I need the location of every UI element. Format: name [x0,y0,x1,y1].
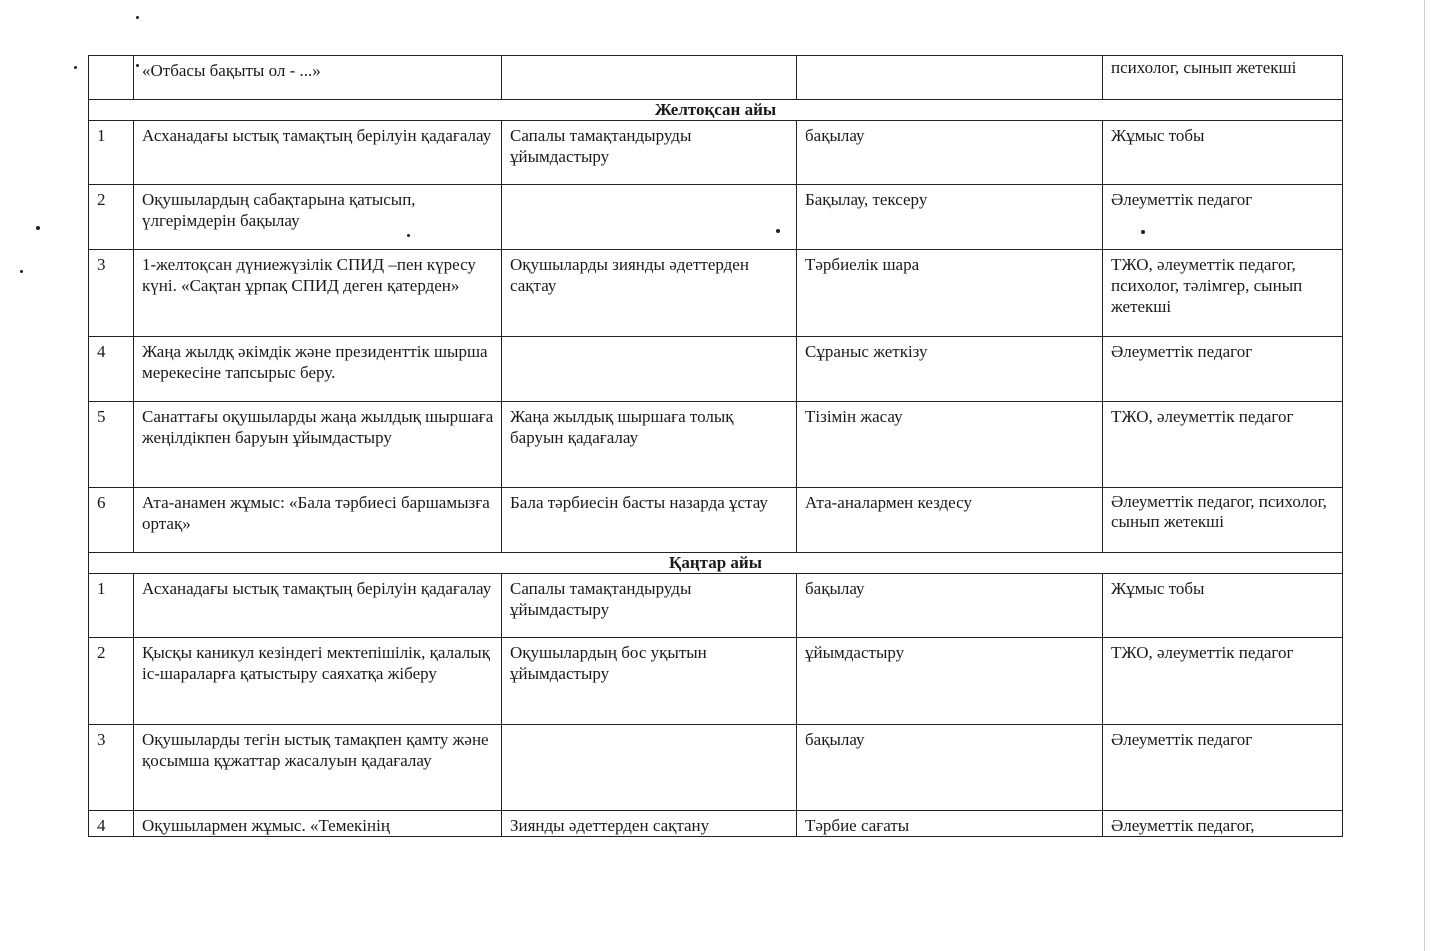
plan-table-body [89,56,1343,837]
form-cell: бақылау [797,121,1103,185]
row-number-cell: 4 [89,811,134,837]
event-cell: «Отбасы бақыты ол - ...» [134,56,502,100]
event-cell: Ата-анамен жұмыс: «Бала тәрбиесі баршамызға ортақ» [134,488,502,553]
table-row [89,121,1343,185]
goal-cell [502,337,797,402]
work-plan-table [88,55,1343,837]
responsible-cell: Жұмыс тобы [1103,574,1343,638]
month-header-row [89,553,1343,574]
responsible-cell: Әлеуметтік педагог [1103,725,1343,811]
goal-cell [502,725,797,811]
table-row [89,488,1343,553]
scan-speck [136,16,139,19]
goal-cell [502,56,797,100]
form-cell [797,56,1103,100]
goal-cell: Зиянды әдеттерден сақтану [502,811,797,837]
event-cell: Оқушылардың сабақтарына қатысып, үлгерімдерін бақылау [134,185,502,250]
responsible-cell: Әлеуметтік педагог, психолог, сынып жетекші [1103,488,1343,553]
table-row [89,574,1343,638]
event-cell: Жаңа жылдқ әкімдік және президенттік шырша мерекесіне тапсырыс беру. [134,337,502,402]
page-edge-line [1424,0,1425,951]
goal-cell: Оқушылардың бос уқытын ұйымдастыру [502,638,797,725]
row-number-cell: 1 [89,574,134,638]
row-number-cell: 2 [89,638,134,725]
table-row [89,56,1343,100]
responsible-cell: Әлеуметтік педагог [1103,185,1343,250]
event-cell: Асханадағы ыстық тамақтың берілуін қадағалау [134,121,502,185]
form-cell: ұйымдастыру [797,638,1103,725]
row-number-cell: 3 [89,725,134,811]
responsible-cell: Әлеуметтік педагог, [1103,811,1343,837]
table-row [89,811,1343,837]
form-cell: Тәрбиелік шара [797,250,1103,337]
form-cell: Тәрбие сағаты [797,811,1103,837]
form-cell: бақылау [797,725,1103,811]
event-cell: Оқушыларды тегін ыстық тамақпен қамту және қосымша құжаттар жасалуын қадағалау [134,725,502,811]
scan-speck [20,270,23,273]
form-cell: Бақылау, тексеру [797,185,1103,250]
row-number-cell: 1 [89,121,134,185]
scan-speck [36,226,40,230]
form-cell: Сұраныс жеткізу [797,337,1103,402]
month-title: Қаңтар айы [89,553,1343,574]
event-cell: Оқушылармен жұмыс. «Темекінің [134,811,502,837]
responsible-cell: психолог, сынып жетекші [1103,56,1343,100]
event-cell: Санаттағы оқушыларды жаңа жылдық шыршаға жеңілдікпен баруын ұйымдастыру [134,402,502,488]
row-number-cell: 6 [89,488,134,553]
goal-cell: Сапалы тамақтандыруды ұйымдастыру [502,121,797,185]
row-number-cell [89,56,134,100]
goal-cell: Сапалы тамақтандыруды ұйымдастыру [502,574,797,638]
table-row [89,402,1343,488]
table-row [89,250,1343,337]
table-row [89,185,1343,250]
responsible-cell: Жұмыс тобы [1103,121,1343,185]
responsible-cell: ТЖО, әлеуметтік педагог [1103,402,1343,488]
responsible-cell: Әлеуметтік педагог [1103,337,1343,402]
table-row [89,638,1343,725]
row-number-cell: 4 [89,337,134,402]
goal-cell [502,185,797,250]
form-cell: Тізімін жасау [797,402,1103,488]
row-number-cell: 5 [89,402,134,488]
responsible-cell: ТЖО, әлеуметтік педагог [1103,638,1343,725]
row-number-cell: 3 [89,250,134,337]
event-cell: Қысқы каникул кезіндегі мектепішілік, қалалық іс-шараларға қатыстыру саяхатқа жіберу [134,638,502,725]
scan-speck [74,66,77,69]
month-header-row [89,100,1343,121]
goal-cell: Оқушыларды зиянды әдеттерден сақтау [502,250,797,337]
form-cell: Ата-аналармен кездесу [797,488,1103,553]
table-row [89,725,1343,811]
responsible-cell: ТЖО, әлеуметтік педагог, психолог, тәлімгер, сынып жетекші [1103,250,1343,337]
event-cell: Асханадағы ыстық тамақтың берілуін қадағалау [134,574,502,638]
goal-cell: Жаңа жылдық шыршаға толық баруын қадағалау [502,402,797,488]
form-cell: бақылау [797,574,1103,638]
event-cell: 1-желтоқсан дүниежүзілік СПИД –пен күресу күні. «Сақтан ұрпақ СПИД деген қатерден» [134,250,502,337]
goal-cell: Бала тәрбиесін басты назарда ұстау [502,488,797,553]
row-number-cell: 2 [89,185,134,250]
table-row [89,337,1343,402]
month-title: Желтоқсан айы [89,100,1343,121]
